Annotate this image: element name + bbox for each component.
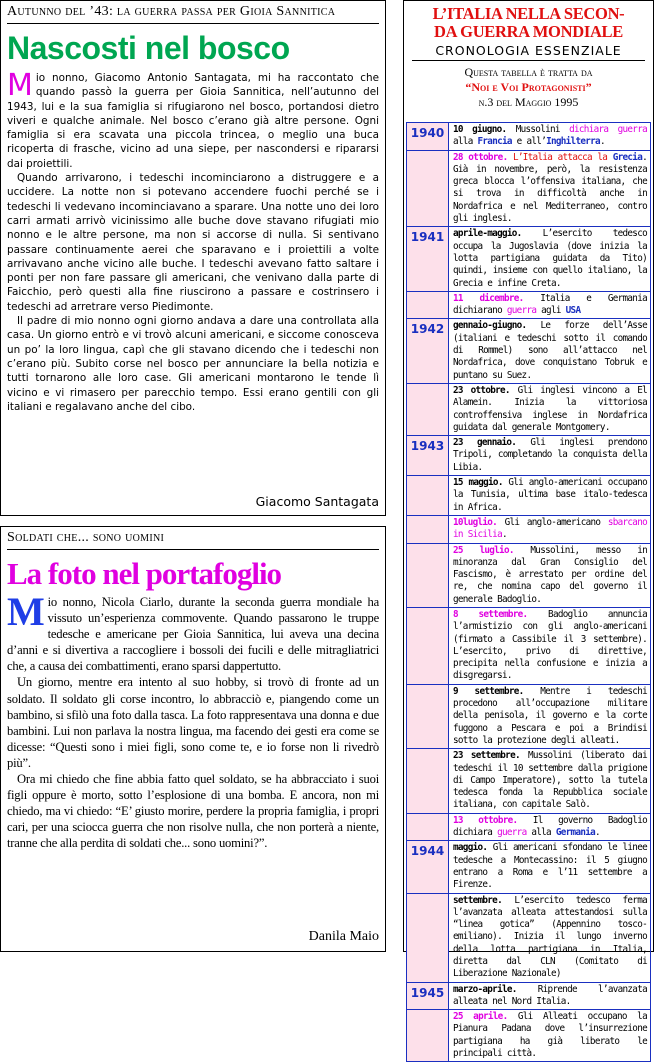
article1-kicker <box>7 4 379 24</box>
timeline-event <box>449 1010 651 1062</box>
timeline-row <box>407 684 651 748</box>
event-date: 23 ottobre. <box>453 384 510 396</box>
chronology-sidebar <box>403 0 654 1060</box>
timeline-year: 1944 <box>407 841 449 893</box>
timeline-year: 1943 <box>407 436 449 476</box>
article1-paragraph: io nonno, Giacomo Antonio Santagata, mi ha raccontato che quando passò la guerra per Gioia Sannitica, nell’autunno del 1943, lui e la sua famiglia si rifugiarono nel bosco, portandosi dietro viveri e qualche animale. Nel bosco c’erano già altre persone. Ogni famiglia si era scavata una piccola trincea, o meglio una buca ricoperta di frasche, vicino ad una siepe, per nascondersi e ripararsi dai proiettili. <box>7 72 379 170</box>
article2-kicker: Soldati che... sono uomini <box>7 530 379 550</box>
timeline-event <box>449 607 651 684</box>
timeline-event <box>449 123 651 151</box>
timeline-year <box>407 749 449 813</box>
timeline-year: 1941 <box>407 227 449 291</box>
timeline-event <box>449 982 651 1010</box>
event-text: Mussolini (liberato dai tedeschi il 10 settembre dalla prigione di Campo Imperatore), sotto la tutela tedesca fonda la Repubblica sociale italiana, con capitale Salò. <box>453 750 647 811</box>
article1-title: Nascosti nel bosco <box>7 30 290 66</box>
timeline-row <box>407 436 651 476</box>
timeline-row <box>407 291 651 319</box>
timeline-event <box>449 515 651 543</box>
timeline-year: 1942 <box>407 319 449 383</box>
timeline-row <box>407 841 651 893</box>
article-la-foto-nel-portafoglio <box>0 526 386 952</box>
event-date: settembre. <box>453 894 502 906</box>
event-text: Il governo Badoglio dichiara <box>453 814 647 839</box>
event-text: . <box>501 529 507 541</box>
article-nascosti-nel-bosco <box>0 0 386 516</box>
event-text: Gli americani sfondano le linee tedesche a Montecassino: il 5 giugno entrano a Roma e l’11 settembre a Firenze. <box>453 842 647 891</box>
event-date: 10 giugno. <box>453 124 507 135</box>
timeline-row <box>407 607 651 684</box>
article2-paragraph: io nonno, Nicola Ciarlo, durante la seconda guerra mondiale ha vissuto un’esperienza commovente. Quando passarono le truppe tedesche e americane per Gioia Sannitica, lui aveva una decina d’anni e si divertiva a raccogliere i bossoli dei fucili e delle mitragliatrici che, a causa dei combattimenti, erano sparsi dappertutto. <box>7 595 379 674</box>
timeline-row <box>407 1010 651 1062</box>
timeline-year <box>407 543 449 607</box>
chronology-table <box>406 122 651 1062</box>
timeline-event <box>449 749 651 813</box>
event-date: 28 ottobre. <box>453 151 508 163</box>
event-text: . Già in novembre, però, la resistenza greca blocca l’offensiva italiana, che si trova in difficoltà anche in Nordafrica e nel Mediterraneo, contro gli inglesi. <box>453 151 647 225</box>
chronology-title-line: DA GUERRA MONDIALE <box>434 22 623 41</box>
timeline-row <box>407 893 651 982</box>
timeline-year <box>407 515 449 543</box>
chronology-title-line: L’ITALIA NELLA SECON- <box>432 4 625 23</box>
timeline-event <box>449 841 651 893</box>
event-text: alla <box>526 827 556 839</box>
event-text: . <box>595 827 600 839</box>
timeline-row <box>407 123 651 151</box>
article1-body <box>7 68 379 414</box>
event-text: Badoglio annuncia l’armistizio con gli anglo-americani (firmato a Cassibile il 3 settembre). L’esercito, privo di direttive, precipita nella confusione e inizia a disgregarsi. <box>453 608 647 682</box>
event-text: USA <box>565 305 581 317</box>
event-date: 10luglio. <box>453 516 498 528</box>
event-date: aprile-maggio. <box>453 228 522 240</box>
event-date: 15 maggio. <box>453 477 503 489</box>
timeline-year <box>407 383 449 435</box>
event-date: 23 settembre. <box>453 750 520 762</box>
event-text: guerra <box>497 827 527 839</box>
event-text: Le forze dell’Asse (italiani e tedeschi sotto il comando di Rommel) sono all’attacco nel Nordafrica, dove conquistano Tobruk e puntano su Suez. <box>453 320 647 381</box>
event-date: 13 ottobre. <box>453 814 518 826</box>
timeline-event <box>449 291 651 319</box>
event-text: L’esercito tedesco ferma l’avanzata alleata attestandosi sulla “linea gotica” (Appennino tosco-emiliano). Inizia il lungo inverno della lotta partigiana in Italia, diretta dal CLN (Comitato di Liberazione Nazionale) <box>453 894 647 980</box>
event-date: 25 luglio. <box>453 544 514 556</box>
event-text: Francia <box>477 136 512 148</box>
event-date: 25 aprile. <box>453 1011 508 1023</box>
source-line: n.3 del Maggio 1995 <box>478 95 579 109</box>
timeline-year: 1940 <box>407 123 449 151</box>
timeline-row <box>407 515 651 543</box>
event-date: maggio. <box>453 842 488 854</box>
article2-paragraph: Un giorno, mentre era intento al suo hobby, si trovò di fronte ad un soldato. Il soldato gli corse incontro, lo abbracciò e, piangendo come un bambino, si sfilò una foto dalla tasca. La foto rappresentava una donna e due bambini. Lui non parlava la nostra lingua, ma facendo dei gesti era come se dicesse: “Questi sono i miei figli, sono come te, e io forse non li rivedrò più”. <box>7 675 379 770</box>
article1-paragraph: Il padre di mio nonno ogni giorno andava a dare una controllata alla casa. Un giorno entrò e vi trovò alcuni americani, e siccome conosceva un po’ la loro lingua, capì che gli stavano dicendo che i tedeschi non c’erano più. Subito corse nel bosco per annunciare la bella notizia e tutti tornarono alle loro case. Gli americani montarono le tende lì vicino e vi rimasero per parecchio tempo. Essi erano gentili con gli italiani e regalavano anche del cibo. <box>7 315 379 413</box>
event-text: Mussolini, messo in minoranza dal Gran Consiglio del Fascismo, è arrestato per ordine del re, che nomina capo del governo il generale Badoglio. <box>453 544 647 605</box>
event-text: guerra <box>506 305 537 317</box>
timeline-event <box>449 383 651 435</box>
event-date: marzo-aprile. <box>453 983 517 995</box>
timeline-row <box>407 319 651 383</box>
kicker-smallcaps: Autunno del ’43 <box>7 4 109 19</box>
chronology-source <box>404 65 653 110</box>
event-date: gennaio-giugno. <box>453 320 527 332</box>
timeline-row <box>407 543 651 607</box>
timeline-row <box>407 749 651 813</box>
chronology-subtitle: CRONOLOGIA ESSENZIALE <box>412 43 645 61</box>
timeline-year <box>407 813 449 841</box>
timeline-event <box>449 893 651 982</box>
event-text: L’Italia attacca la <box>512 151 608 163</box>
source-line: Questa tabella è tratta da <box>464 65 593 79</box>
event-date: 9 settembre. <box>453 685 524 697</box>
timeline-event <box>449 227 651 291</box>
timeline-event <box>449 319 651 383</box>
timeline-year <box>407 1010 449 1062</box>
event-text: e all’ <box>511 136 547 148</box>
timeline-year <box>407 291 449 319</box>
timeline-event <box>449 813 651 841</box>
article1-author: Giacomo Santagata <box>255 494 379 509</box>
timeline-row <box>407 227 651 291</box>
timeline-event <box>449 543 651 607</box>
article2-title: La foto nel portafoglio <box>7 556 282 591</box>
event-text: Gli inglesi prendono Tripoli, completando la conquista della Libia. <box>453 437 648 473</box>
event-date: 11 dicembre. <box>453 292 524 304</box>
timeline-event <box>449 150 651 227</box>
timeline-year <box>407 150 449 227</box>
event-text: agli <box>536 305 566 317</box>
event-text: Riprende l’avanzata alleata nel Nord Italia. <box>453 983 647 1007</box>
event-date: 8 settembre. <box>453 608 528 620</box>
timeline-event <box>449 436 651 476</box>
event-text: Gli anglo-americani occupano la Tunisia, ultima base italo-tedesca in Africa. <box>453 477 647 513</box>
event-date: 23 gennaio. <box>453 437 517 449</box>
event-text: Gli inglesi vincono a El Alamein. Inizia la vittoriosa controffensiva inglese in Nordafrica guidata dal generale Montgomery. <box>453 384 647 433</box>
kicker-rest: : la guerra passa per Gioia Sannitica <box>108 4 336 19</box>
article2-paragraph: Ora mi chiedo che fine abbia fatto quel soldato, se ha abbracciato i suoi figli oppure è morto, sotto l’esplosione di una bomba. E ancora, non mi chiedo, ma vi chiedo: “E’ giusto morire, perdere la propria famiglia, i propri cari, per una sciocca guerra che non risolve nulla, che non porterà a niente, tranne che alla perdita di soldati che... sono uomini?”. <box>7 772 379 851</box>
source-magazine: “Noi e Voi Protagonisti” <box>465 80 592 94</box>
event-text: sbarcano in Sicilia <box>453 516 647 541</box>
timeline-year <box>407 476 449 516</box>
event-text: Italia e Germania dichiarano <box>453 292 647 317</box>
event-text: Inghilterra <box>546 136 600 148</box>
timeline-event <box>449 684 651 748</box>
article1-dropcap: M <box>7 68 33 103</box>
chronology-title <box>404 5 653 41</box>
event-text: Mentre i tedeschi procedono all’occupazione militare della penisola, il governo e la corte fuggono a Pescara e poi a Brindisi sotto la protezione degli alleati. <box>453 685 647 746</box>
timeline-year <box>407 607 449 684</box>
timeline-row <box>407 383 651 435</box>
timeline-year: 1945 <box>407 982 449 1010</box>
event-text: dichiara guerra <box>569 124 647 135</box>
timeline-row <box>407 982 651 1010</box>
event-text: Grecia <box>612 151 643 163</box>
timeline-year <box>407 893 449 982</box>
article2-body <box>7 589 379 852</box>
event-text: . <box>599 136 605 148</box>
article2-author: Danila Maio <box>308 929 379 944</box>
timeline-row <box>407 476 651 516</box>
timeline-year <box>407 684 449 748</box>
event-text: Gli anglo-americano <box>497 516 608 528</box>
timeline-row <box>407 150 651 227</box>
article2-dropcap: M <box>7 589 45 634</box>
event-text: Gli Alleati occupano la Pianura Padana dove l’insurrezione partigiana ha già liberato le principali città. <box>453 1011 647 1060</box>
event-text: Mussolini <box>506 124 570 135</box>
timeline-event <box>449 476 651 516</box>
event-text: Germania <box>555 827 596 839</box>
article1-paragraph: Quando arrivarono, i tedeschi incominciarono a distruggere e a uccidere. La notte non si potevano accendere fuochi perché se i tedeschi li vedevano incominciavano a sparare. Una notte uno dei loro carri armati arrivò vicinissimo alle buche dove stavano rifugiati mio nonno e le altre persone, ma non si accorse di nulla. Si sentivano passare continuamente aerei che sparavano e i proiettili a volte arrivavano anche vicino alle buche. I tedeschi avevano fatto saltare i ponti per non fare passare gli americani, che venivano dalla parte di Faicchio, però questi alla fine riuscirono a passare e costrinsero i tedeschi ad arretrare verso Piedimonte. <box>7 172 379 313</box>
event-text: L’esercito tedesco occupa la Jugoslavia (dove inizia la lotta partigiana guidata da Tito) quindi, insieme con quello italiano, la Grecia e infine Creta. <box>453 228 647 289</box>
event-text: alla <box>453 136 478 148</box>
timeline-row <box>407 813 651 841</box>
